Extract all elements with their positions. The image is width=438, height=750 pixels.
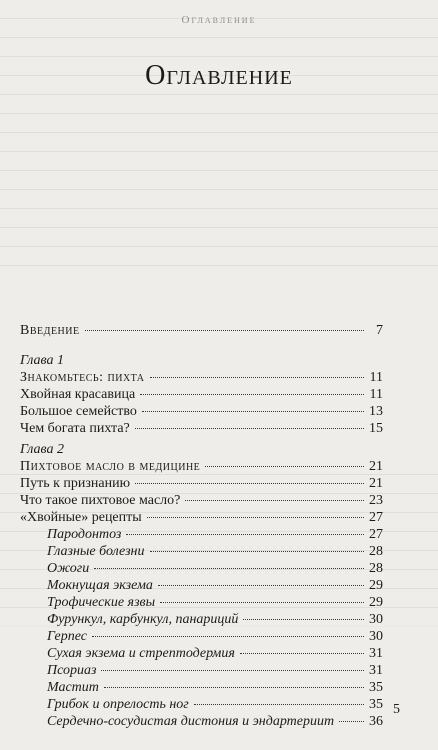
toc-entry-page: 30 [369, 629, 383, 644]
toc-subentry[interactable] [20, 543, 383, 560]
toc-subentry[interactable] [20, 713, 383, 730]
leader-dots [150, 377, 365, 378]
toc-subentry[interactable] [20, 696, 383, 713]
toc-entry-label: Большое семейство [20, 404, 137, 419]
toc-entry-page: 28 [369, 561, 383, 576]
toc-entry-page: 23 [369, 493, 383, 508]
toc-entry-label: Герпес [47, 629, 88, 644]
leader-dots [158, 585, 364, 586]
leader-dots [92, 636, 364, 637]
leader-dots [85, 330, 364, 331]
toc-entry-page: 27 [369, 510, 383, 525]
leader-dots [142, 411, 364, 412]
toc-entry-label: Пихтовое масло в медицине [20, 459, 201, 474]
toc-entry-label: Чем богата пихта? [20, 421, 130, 436]
toc-entry-page: 28 [369, 544, 383, 559]
leader-dots [94, 568, 364, 569]
toc-chapter-2 [20, 441, 383, 730]
toc-entry-label: Пародонтоз [47, 527, 122, 542]
toc-entry-label: Мастит [47, 680, 99, 695]
leader-dots [339, 721, 364, 722]
leader-dots [194, 704, 364, 705]
toc-entry[interactable] [20, 369, 383, 386]
toc-entry[interactable] [20, 403, 383, 420]
toc-entry[interactable] [20, 509, 383, 526]
toc-entry-page: 27 [369, 527, 383, 542]
toc-entry-label: Фурункул, карбункул, панариций [47, 612, 239, 627]
toc-entry-page: 29 [369, 595, 383, 610]
toc-entry[interactable] [20, 458, 383, 475]
toc-entry-page: 29 [369, 578, 383, 593]
toc-entry-label: Мокнущая экзема [47, 578, 153, 593]
leader-dots [150, 551, 365, 552]
leader-dots [101, 670, 364, 671]
toc-entry-page: 30 [369, 612, 383, 627]
toc-entry-label: Знакомьтесь: пихта [20, 370, 145, 385]
toc-entry-label: Хвойная красавица [20, 387, 136, 402]
toc-intro [20, 322, 383, 339]
leader-dots [160, 602, 364, 603]
toc-entry-label: Ожоги [47, 561, 90, 576]
toc-subentry[interactable] [20, 679, 383, 696]
leader-dots [185, 500, 364, 501]
toc-subentry[interactable] [20, 611, 383, 628]
toc-entry-label: Введение [20, 323, 80, 338]
leader-dots [140, 394, 364, 395]
leader-dots [135, 483, 364, 484]
toc-entry-label: Псориаз [47, 663, 97, 678]
toc-entry-page: 35 [369, 680, 383, 695]
toc-entry-page: 31 [369, 646, 383, 661]
toc-entry[interactable] [20, 322, 383, 339]
toc-entry-page: 15 [369, 421, 383, 436]
chapter-label: Глава 1 [20, 353, 64, 368]
toc-subentry[interactable] [20, 526, 383, 543]
toc-entry-page: 11 [369, 387, 383, 402]
toc-subentry[interactable] [20, 560, 383, 577]
page-title: Оглавление [145, 60, 293, 91]
toc-entry[interactable] [20, 475, 383, 492]
leader-dots [243, 619, 364, 620]
toc-entry-page: 11 [369, 370, 383, 385]
toc-entry-page: 31 [369, 663, 383, 678]
toc-entry-label: Сердечно-сосудистая дистония и эндартериит [47, 714, 335, 729]
leader-dots [147, 517, 364, 518]
toc-subentry[interactable] [20, 594, 383, 611]
toc-entry[interactable] [20, 420, 383, 437]
toc-subentry[interactable] [20, 662, 383, 679]
leader-dots [104, 687, 364, 688]
toc-entry-label: Что такое пихтовое масло? [20, 493, 181, 508]
toc-subentry[interactable] [20, 577, 383, 594]
toc-entry-label: Сухая экзема и стрептодермия [47, 646, 235, 661]
page-number: 5 [393, 702, 400, 717]
running-header: Оглавление [181, 14, 257, 26]
toc-entry-page: 36 [369, 714, 383, 729]
leader-dots [135, 428, 364, 429]
toc-entry-page: 21 [369, 476, 383, 491]
toc-subentry[interactable] [20, 645, 383, 662]
toc-entry[interactable] [20, 386, 383, 403]
toc-subentry[interactable] [20, 628, 383, 645]
toc-entry-page: 7 [376, 323, 383, 338]
toc-entry[interactable] [20, 492, 383, 509]
chapter-label: Глава 2 [20, 442, 64, 457]
toc-entry-page: 21 [369, 459, 383, 474]
toc-entry-page: 35 [369, 697, 383, 712]
leader-dots [126, 534, 364, 535]
toc-chapter-1 [20, 352, 383, 437]
toc-entry-label: Грибок и опрелость ног [47, 697, 189, 712]
toc-entry-label: Путь к признанию [20, 476, 131, 491]
leader-dots [240, 653, 364, 654]
toc-entry-label: «Хвойные» рецепты [20, 510, 142, 525]
toc-entry-page: 13 [369, 404, 383, 419]
toc-entry-label: Глазные болезни [47, 544, 145, 559]
toc-entry-label: Трофические язвы [47, 595, 156, 610]
leader-dots [205, 466, 364, 467]
